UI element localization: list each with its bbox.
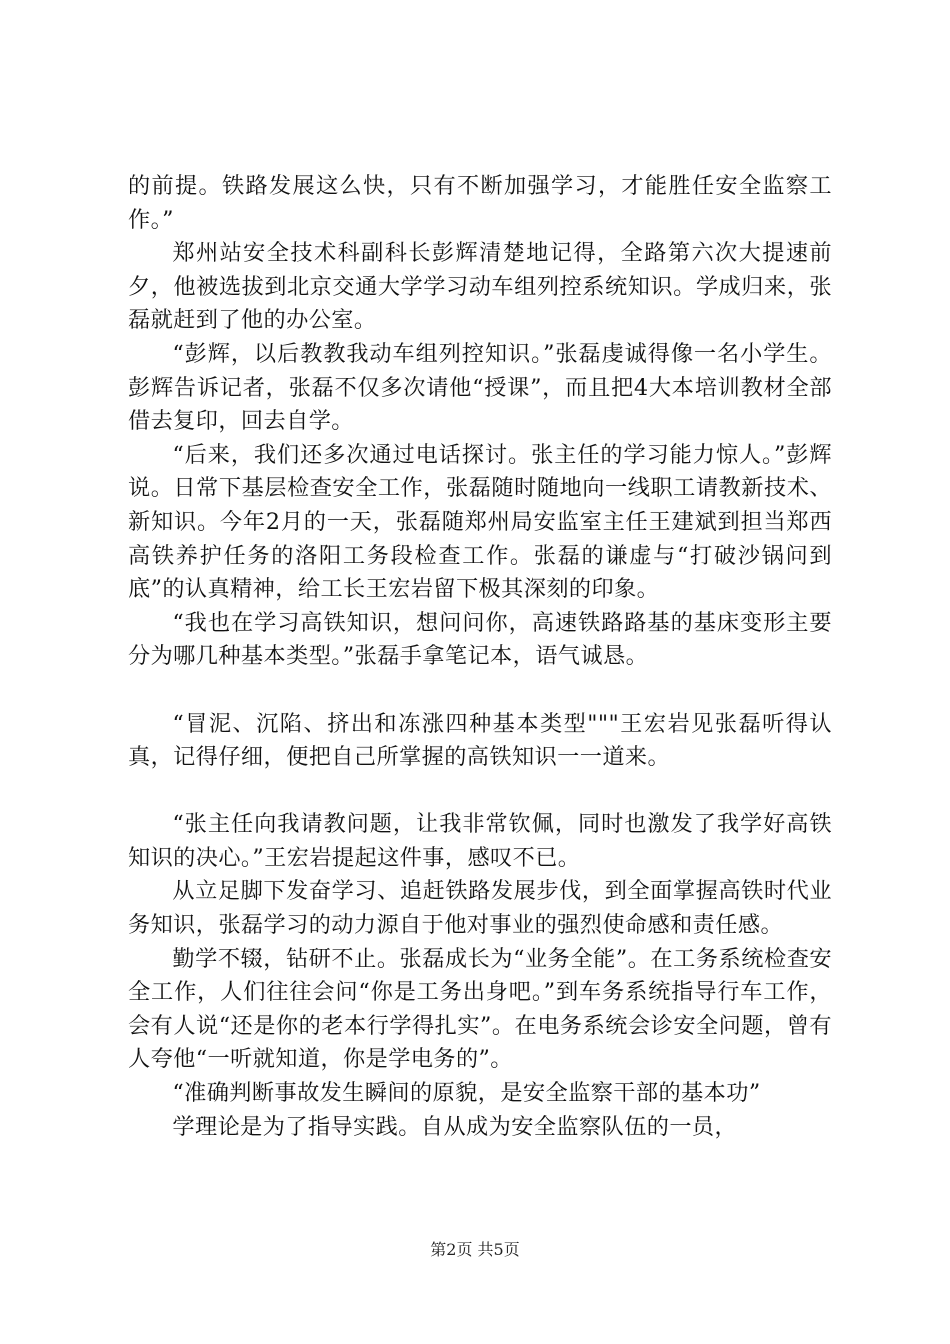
body-text xyxy=(128,170,832,1144)
paragraph: “准确判断事故发生瞬间的原貌，是安全监察干部的基本功” xyxy=(172,1080,761,1107)
page-footer: 第2页 共5页 xyxy=(430,1240,520,1259)
paragraph: “后来，我们还多次通过电话探讨。张主任的学习能力惊人。”彭辉说。日常下基层检查安全工作，张磊随时随地向一线职工请教新技术、新知识。今年2月的一天，张磊随郑州局安监室主任王建斌到担当郑西高铁养护任务的洛阳工务段检查工作。张磊的谦虚与“打破沙锅问到底”的认真精神，给工长王宏岩留下极其深刻的印象。 xyxy=(128,441,832,603)
paragraph: “冒泥、沉陷、挤出和冻涨四种基本类型"""王宏岩见张磊听得认真，记得仔细，便把自己所掌握的高铁知识一一道来。 xyxy=(128,710,832,771)
paragraph: 从立足脚下发奋学习、追赶铁路发展步伐，到全面掌握高铁时代业务知识，张磊学习的动力源自于他对事业的强烈使命感和责任感。 xyxy=(128,878,832,939)
paragraph: “张主任向我请教问题，让我非常钦佩，同时也激发了我学好高铁知识的决心。”王宏岩提起这件事，感叹不已。 xyxy=(128,811,832,871)
paragraph: “彭辉，以后教教我动车组列控知识。”张磊虔诚得像一名小学生。彭辉告诉记者，张磊不仅多次请他“授课”，而且把4大本培训教材全部借去复印，回去自学。 xyxy=(128,340,832,435)
paragraph: 郑州站安全技术科副科长彭辉清楚地记得，全路第六次大提速前夕，他被选拔到北京交通大学学习动车组列控系统知识。学成归来，张磊就赶到了他的办公室。 xyxy=(128,240,832,334)
paragraph: 的前提。铁路发展这么快，只有不断加强学习，才能胜任安全监察工作。” xyxy=(128,173,832,233)
paragraph: 勤学不辍，钻研不止。张磊成长为“业务全能”。在工务系统检查安全工作，人们往往会问“你是工务出身吧。”到车务系统指导行车工作，会有人说“还是你的老本行学得扎实”。在电务系统会诊安全问题，曾有人夸他“一听就知道，你是学电务的”。 xyxy=(128,945,832,1073)
paragraph: 学理论是为了指导实践。自从成为安全监察队伍的一员， xyxy=(172,1113,738,1140)
paragraph: “我也在学习高铁知识，想问问你，高速铁路路基的基床变形主要分为哪几种基本类型。”张磊手拿笔记本，语气诚恳。 xyxy=(128,609,832,670)
